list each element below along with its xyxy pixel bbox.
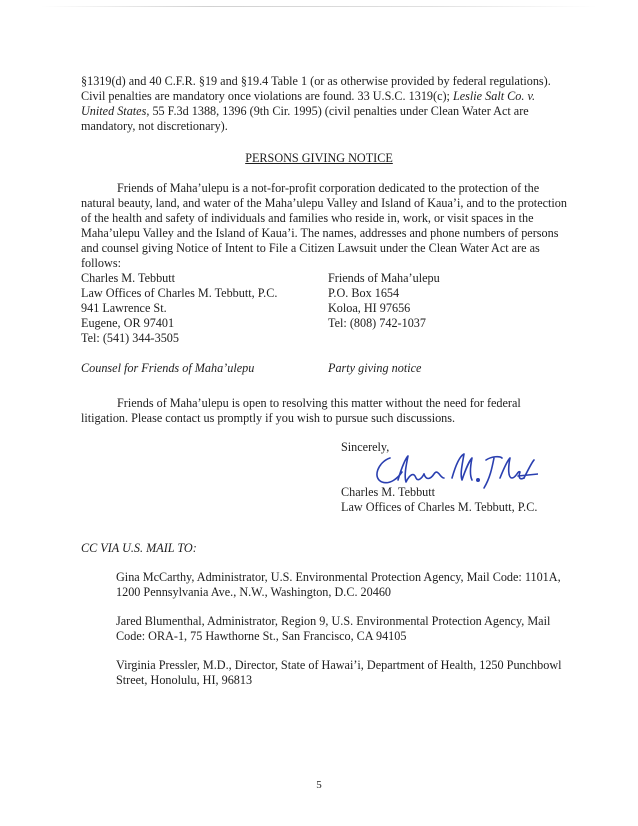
closing-paragraph: Friends of Maha’ulepu is open to resolving this matter without the need for federal litigation. Please contact us promptly if you wish to pursue such discussions. <box>81 396 521 425</box>
intro-line-1: §1319(d) and 40 C.F.R. §19 and §19.4 Table 1 (or as otherwise provided by federal regulations). <box>81 74 551 88</box>
counsel-name: Charles M. Tebbutt <box>81 271 176 285</box>
signer-name: Charles M. Tebbutt <box>341 485 436 499</box>
salutation: Sincerely, <box>341 440 390 454</box>
cc-heading: CC VIA U.S. MAIL TO: <box>81 541 197 555</box>
notice-paragraph: Friends of Maha’ulepu is a not-for-profit corporation dedicated to the protection of the natural beauty, land, and water of the Maha’ulepu Valley and Island of Kaua’i, and to the protection of the health and safety of individuals and families who reside in, work, or visit spaces in the Maha’ulepu Valley and the Island of Kaua’i. The names, addresses and phone numbers of persons and counsel giving Notice of Intent to File a Citizen Lawsuit under the Clean Water Act are as follows: <box>81 181 567 270</box>
counsel-firm: Law Offices of Charles M. Tebbutt, P.C. <box>81 286 278 300</box>
section-heading: PERSONS GIVING NOTICE <box>245 151 393 165</box>
party-tel: Tel: (808) 742-1037 <box>328 316 426 330</box>
counsel-city: Eugene, OR 97401 <box>81 316 175 330</box>
counsel-address-block <box>81 271 277 376</box>
cc-recipient-2: Jared Blumenthal, Administrator, Region 9, U.S. Environmental Protection Agency, Mail Code: ORA-1, 75 Hawthorne St., San Francisco, CA 94105 <box>116 614 551 643</box>
cc-recipient-1: Gina McCarthy, Administrator, U.S. Environmental Protection Agency, Mail Code: 1101A, 1200 Pennsylvania Ave., N.W., Washington, D.C. 20460 <box>116 570 561 599</box>
case-name-part-1: Leslie Salt Co. v. <box>452 89 536 103</box>
party-role: Party giving notice <box>328 361 422 375</box>
party-name: Friends of Maha’ulepu <box>328 271 440 285</box>
scan-edge-line <box>40 6 598 7</box>
counsel-street: 941 Lawrence St. <box>81 301 167 315</box>
signer-firm: Law Offices of Charles M. Tebbutt, P.C. <box>341 500 538 514</box>
party-po-box: P.O. Box 1654 <box>328 286 400 300</box>
page-number: 5 <box>316 779 322 791</box>
handwritten-signature <box>368 448 538 494</box>
cc-recipient-3: Virginia Pressler, M.D., Director, State of Hawai’i, Department of Health, 1250 Punchbowl Street, Honolulu, HI, 96813 <box>116 658 562 687</box>
intro-paragraph <box>81 74 568 134</box>
intro-line-2: Civil penalties are mandatory once violations are found. 33 U.S.C. 1319(c); <box>81 89 453 103</box>
counsel-tel: Tel: (541) 344-3505 <box>81 331 179 345</box>
case-name-part-2: United States <box>81 104 147 118</box>
counsel-role: Counsel for Friends of Maha’ulepu <box>81 361 255 375</box>
intro-line-4: mandatory, not discretionary). <box>81 119 228 133</box>
intro-line-3: , 55 F.3d 1388, 1396 (9th Cir. 1995) (civil penalties under Clean Water Act are <box>146 104 529 118</box>
party-address-block <box>328 271 440 376</box>
party-city: Koloa, HI 97656 <box>328 301 411 315</box>
